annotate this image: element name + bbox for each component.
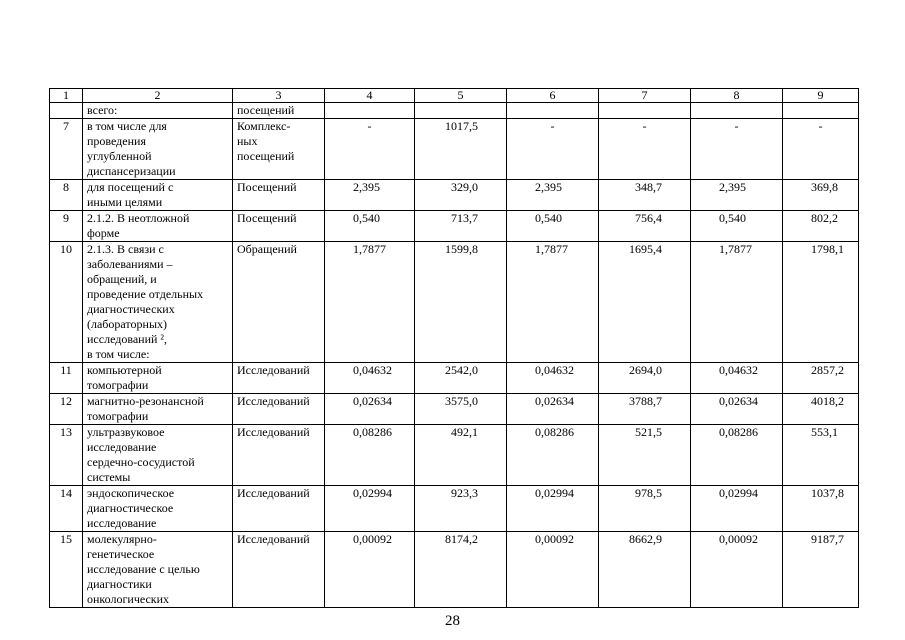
- row-description: ультразвуковое исследование сердечно-сосудистой системы: [83, 425, 233, 486]
- cell-col-5: [415, 103, 507, 119]
- cell-col-8: 0,02634: [691, 394, 783, 425]
- cell-col-8: -: [691, 119, 783, 180]
- row-unit: Обращений: [233, 242, 325, 363]
- cell-col-4: 2,395: [325, 180, 415, 211]
- cell-col-7: -: [599, 119, 691, 180]
- header-row: [50, 89, 859, 103]
- table-row: [50, 486, 859, 532]
- cell-col-6: 0,04632: [507, 363, 599, 394]
- cell-col-4: 0,00092: [325, 532, 415, 608]
- table-row: [50, 242, 859, 363]
- cell-col-7: 978,5: [599, 486, 691, 532]
- row-unit: Исследований: [233, 394, 325, 425]
- cell-col-8: 0,00092: [691, 532, 783, 608]
- cell-col-5: 8174,2: [415, 532, 507, 608]
- table-body: [50, 103, 859, 608]
- table-row: [50, 425, 859, 486]
- row-description: молекулярно- генетическое исследование с целью диагностики онкологических: [83, 532, 233, 608]
- row-unit: Комплекс- ных посещений: [233, 119, 325, 180]
- row-description: для посещений с иными целями: [83, 180, 233, 211]
- cell-col-5: 923,3: [415, 486, 507, 532]
- cell-col-8: 1,7877: [691, 242, 783, 363]
- header-col-5: 5: [415, 89, 507, 103]
- cell-col-8: 2,395: [691, 180, 783, 211]
- cell-col-6: 0,02634: [507, 394, 599, 425]
- cell-col-8: [691, 103, 783, 119]
- row-description: магнитно-резонансной томографии: [83, 394, 233, 425]
- row-number: 9: [50, 211, 83, 242]
- cell-col-7: 3788,7: [599, 394, 691, 425]
- cell-col-6: [507, 103, 599, 119]
- cell-col-4: 0,02994: [325, 486, 415, 532]
- table-row: [50, 103, 859, 119]
- row-unit: Исследований: [233, 363, 325, 394]
- cell-col-4: -: [325, 119, 415, 180]
- row-unit: Исследований: [233, 425, 325, 486]
- header-col-2: 2: [83, 89, 233, 103]
- cell-col-5: 329,0: [415, 180, 507, 211]
- row-number: 7: [50, 119, 83, 180]
- cell-col-6: 0,00092: [507, 532, 599, 608]
- cell-col-4: 0,08286: [325, 425, 415, 486]
- cell-col-6: 1,7877: [507, 242, 599, 363]
- cell-col-7: 1695,4: [599, 242, 691, 363]
- table-row: [50, 211, 859, 242]
- cell-col-9: 553,1: [783, 425, 859, 486]
- row-number: 12: [50, 394, 83, 425]
- row-description: всего:: [83, 103, 233, 119]
- row-description: 2.1.3. В связи с заболеваниями – обращений, и проведение отдельных диагностических (лабораторных) исследований ², в том числе:: [83, 242, 233, 363]
- table-row: [50, 532, 859, 608]
- cell-col-4: 0,04632: [325, 363, 415, 394]
- cell-col-4: [325, 103, 415, 119]
- cell-col-9: 369,8: [783, 180, 859, 211]
- cell-col-7: 756,4: [599, 211, 691, 242]
- row-unit: Исследований: [233, 486, 325, 532]
- data-table: [49, 88, 859, 608]
- cell-col-6: -: [507, 119, 599, 180]
- cell-col-7: 8662,9: [599, 532, 691, 608]
- row-unit: Посещений: [233, 180, 325, 211]
- cell-col-8: 0,02994: [691, 486, 783, 532]
- row-unit: Исследований: [233, 532, 325, 608]
- cell-col-5: 2542,0: [415, 363, 507, 394]
- header-col-8: 8: [691, 89, 783, 103]
- page-number: 28: [445, 613, 460, 629]
- cell-col-8: 0,540: [691, 211, 783, 242]
- cell-col-4: 1,7877: [325, 242, 415, 363]
- header-col-4: 4: [325, 89, 415, 103]
- cell-col-7: 348,7: [599, 180, 691, 211]
- cell-col-9: 4018,2: [783, 394, 859, 425]
- header-col-6: 6: [507, 89, 599, 103]
- table-row: [50, 180, 859, 211]
- cell-col-9: -: [783, 119, 859, 180]
- cell-col-9: 1798,1: [783, 242, 859, 363]
- cell-col-9: 802,2: [783, 211, 859, 242]
- cell-col-6: 2,395: [507, 180, 599, 211]
- cell-col-9: 1037,8: [783, 486, 859, 532]
- row-number: 11: [50, 363, 83, 394]
- cell-col-7: 521,5: [599, 425, 691, 486]
- row-unit: Посещений: [233, 211, 325, 242]
- header-col-7: 7: [599, 89, 691, 103]
- row-number: 13: [50, 425, 83, 486]
- cell-col-5: 3575,0: [415, 394, 507, 425]
- cell-col-6: 0,02994: [507, 486, 599, 532]
- header-col-9: 9: [783, 89, 859, 103]
- cell-col-4: 0,02634: [325, 394, 415, 425]
- row-number: 8: [50, 180, 83, 211]
- cell-col-5: 1599,8: [415, 242, 507, 363]
- row-number: [50, 103, 83, 119]
- table-row: [50, 363, 859, 394]
- cell-col-6: 0,540: [507, 211, 599, 242]
- row-number: 10: [50, 242, 83, 363]
- row-number: 15: [50, 532, 83, 608]
- cell-col-9: 9187,7: [783, 532, 859, 608]
- row-description: компьютерной томографии: [83, 363, 233, 394]
- table-row: [50, 119, 859, 180]
- cell-col-9: 2857,2: [783, 363, 859, 394]
- table-row: [50, 394, 859, 425]
- row-description: в том числе для проведения углубленной диспансеризации: [83, 119, 233, 180]
- header-col-1: 1: [50, 89, 83, 103]
- cell-col-5: 1017,5: [415, 119, 507, 180]
- cell-col-5: 492,1: [415, 425, 507, 486]
- row-unit: посещений: [233, 103, 325, 119]
- header-col-3: 3: [233, 89, 325, 103]
- cell-col-7: [599, 103, 691, 119]
- cell-col-9: [783, 103, 859, 119]
- cell-col-7: 2694,0: [599, 363, 691, 394]
- cell-col-8: 0,08286: [691, 425, 783, 486]
- row-description: 2.1.2. В неотложной форме: [83, 211, 233, 242]
- cell-col-4: 0,540: [325, 211, 415, 242]
- row-number: 14: [50, 486, 83, 532]
- row-description: эндоскопическое диагностическое исследование: [83, 486, 233, 532]
- cell-col-6: 0,08286: [507, 425, 599, 486]
- cell-col-8: 0,04632: [691, 363, 783, 394]
- cell-col-5: 713,7: [415, 211, 507, 242]
